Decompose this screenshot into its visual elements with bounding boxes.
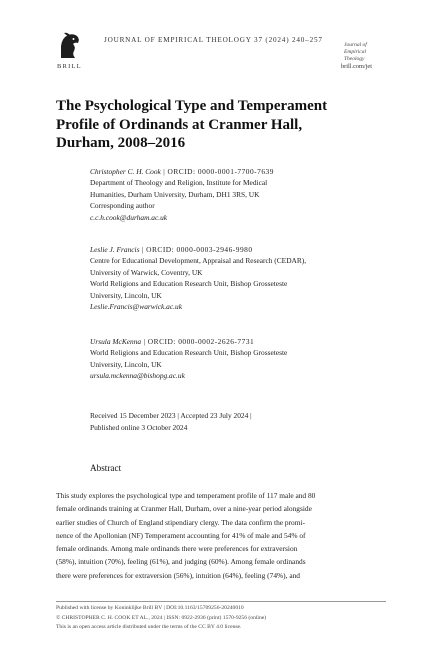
author-email-link[interactable]: Leslie.Francis@warwick.ac.uk <box>90 302 182 312</box>
journal-mark <box>344 42 384 63</box>
abstract-body <box>56 489 386 582</box>
abstract-line: (58%), intuition (70%), feeling (61%), and judging (60%). Among female ordinands <box>56 557 306 567</box>
author-block-cook <box>90 166 390 223</box>
affiliation-line: World Religions and Education Research Unit, Bishop Grosseteste <box>90 348 288 358</box>
affiliation-line: University, Lincoln, UK <box>90 359 162 369</box>
title-line: Profile of Ordinands at Cranmer Hall, <box>56 116 303 133</box>
orcid-link[interactable]: | ORCID: 0000-0001-7700-7639 <box>160 167 274 176</box>
copyright-issn-line: © CHRISTOPHER C. H. COOK ET AL., 2024 | ISSN: 0922-2936 (print) 1570-9256 (online) <box>56 614 267 621</box>
orcid-link[interactable]: | ORCID: 0000-0002-2626-7731 <box>141 337 255 346</box>
title-line: Durham, 2008–2016 <box>56 135 186 151</box>
author-email-link[interactable]: c.c.h.cook@durham.ac.uk <box>90 212 168 222</box>
abstract-line: there were preferences for extraversion (56%), intuition (64%), feeling (74%), and <box>56 570 300 580</box>
publication-dates <box>90 410 390 434</box>
author-name: Leslie J. Francis <box>90 245 140 254</box>
affiliation-line: Centre for Educational Development, Appraisal and Research (CEDAR), <box>90 256 307 266</box>
journal-url-link[interactable]: brill.com/jet <box>341 63 372 70</box>
journal-mark-line2: Empirical Theology <box>344 49 366 62</box>
abstract-line: nence of the Apollonian (NF) Temperament accounting for 41% of male and 54% of <box>56 530 306 540</box>
author-email-link[interactable]: ursula.mckenna@bishopg.ac.uk <box>90 371 185 381</box>
article-title <box>56 97 376 153</box>
footer-divider <box>56 601 386 602</box>
abstract-line: female ordinands. Among male ordinands there were preferences for extraversion <box>56 544 298 554</box>
license-doi-line: Published with license by Koninklijke Brill BV | DOI:10.1163/15709256-20240010 <box>56 605 244 611</box>
received-accepted-line: Received 15 December 2023 | Accepted 23 July 2024 | <box>90 411 252 420</box>
abstract-heading: Abstract <box>90 463 122 473</box>
brill-logo-icon <box>58 30 82 60</box>
open-access-line: This is an open access article distributed under the terms of the CC BY 4.0 license. <box>56 624 242 631</box>
journal-mark-line1: Journal of <box>344 42 367 48</box>
affiliation-line: Humanities, Durham University, Durham, DH1 3RS, UK <box>90 189 260 199</box>
affiliation-line: University of Warwick, Coventry, UK <box>90 267 203 277</box>
author-block-francis <box>90 244 390 312</box>
author-name-line <box>90 336 390 347</box>
abstract-line: This study explores the psychological type and temperament profile of 117 male and 80 <box>56 491 316 500</box>
author-name-line <box>90 244 390 255</box>
brill-logo-text: BRILL <box>57 63 82 70</box>
affiliation-line: World Religions and Education Research Unit, Bishop Grosseteste <box>90 279 288 289</box>
page-footer <box>56 604 396 633</box>
abstract-line: earlier studies of Church of England stipendiary clergy. The data confirm the promi- <box>56 517 306 527</box>
author-name: Ursula McKenna <box>90 337 142 346</box>
title-line: The Psychological Type and Temperament <box>56 98 328 114</box>
corresponding-author-label: Corresponding author <box>90 201 155 211</box>
orcid-link[interactable]: | ORCID: 0000-0003-2946-9980 <box>139 245 253 254</box>
abstract-line: female ordinands training at Cranmer Hall, Durham, over a nine-year period alongside <box>56 504 312 514</box>
author-name: Christopher C. H. Cook <box>90 167 161 176</box>
author-name-line <box>90 166 390 177</box>
journal-header: JOURNAL OF EMPIRICAL THEOLOGY 37 (2024) 240–257 <box>104 36 323 44</box>
published-line: Published online 3 October 2024 <box>90 423 188 432</box>
affiliation-line: University, Lincoln, UK <box>90 290 162 300</box>
affiliation-line: Department of Theology and Religion, Institute for Medical <box>90 178 268 188</box>
author-block-mckenna <box>90 336 390 382</box>
